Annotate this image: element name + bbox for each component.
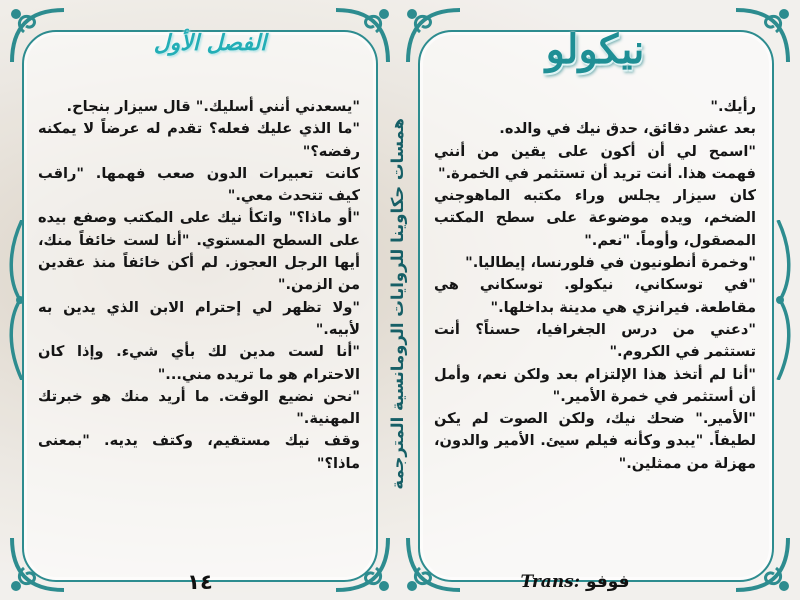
scroll-ornament-icon [4,528,74,598]
scroll-ornament-icon [726,2,796,72]
paragraph: "أنا لست مدين لك بأي شيء. وإذا كان الاحترام هو ما تريده مني..." [38,343,360,383]
book-title: نيكولو [545,26,645,73]
paragraph: "نحن نضيع الوقت. ما أريد منك هو خبرتك المهنية." [38,387,360,428]
chapter-title: الفصل الأول [153,30,267,56]
right-page-text [434,96,756,475]
scroll-ornament-icon [770,220,796,380]
paragraph: كانت تعبيرات الدون صعب فهمها. "راقب كيف تتحدث معي." [38,164,360,205]
scroll-ornament-icon [400,2,470,72]
scroll-ornament-icon [4,2,74,72]
spine-band [384,30,410,578]
paragraph: كان سيزار يجلس وراء مكتبه الماهوجني الضخم، ويده موضوعة على سطح المكتب المصقول، وأوماً. "نعم." [434,187,756,249]
translator-credit [500,572,650,592]
scroll-ornament-icon [726,528,796,598]
paragraph: "يسعدني أنني أسليك." قال سيزار بنجاح. [66,98,360,115]
paragraph: "أو ماذا؟" واتكأ نيك على المكتب وصفع بيده على السطح المستوي. "أنا لست خائفاً منك، أيها الرجل العجوز. لم أكن خائفاً منذ عقدين من الزمن." [38,209,360,294]
paragraph: "أنا لم أتخذ هذا الإلتزام بعد ولكن نعم، وأمل أن أستثمر في خمرة الأمير." [434,365,756,405]
paragraph: "وخمرة أنطونيون في فلورنسا، إيطاليا." [465,254,756,272]
paragraph: "ما الذي عليك فعله؟ تقدم له عرضاً لا يمكنه رفضه؟" [38,120,360,160]
translator-label: Trans: [520,572,581,592]
spine-text: همسات حكاوينا للروايات الرومانسية المترجمة [387,118,407,490]
translator-name: فوفو [585,572,630,592]
page-number: ١٤ [187,570,213,594]
paragraph: "في توسكاني، نيكولو. توسكاني هي مقاطعة. فيرانزي هي مدينة بداخلها." [434,276,756,316]
paragraph: رأيك." [710,98,756,115]
scroll-ornament-icon [4,220,30,380]
paragraph: "ولا تظهر لي إحترام الابن الذي يدين به لأبيه." [38,298,360,338]
left-page-text [38,96,360,475]
scroll-ornament-icon [400,528,470,598]
paragraph: وقف نيك مستقيم، وكتف يديه. "بمعنى ماذا؟" [38,432,360,472]
paragraph: "دعني من درس الجغرافيا، حسناً؟ أنت تستثمر في الكروم." [434,320,756,361]
paragraph: "الأمير." ضحك نيك، ولكن الصوت لم يكن لطيفاً. "يبدو وكأنه فيلم سيئ. الأمير والدون، مهزلة من ممثلين." [434,410,756,472]
paragraph: "اسمح لي أن أكون على يقين من أنني فهمت هذا. أنت تريد أن تستثمر في الخمرة." [434,142,756,182]
paragraph: بعد عشر دقائق، حدق نيك في والده. [499,120,756,138]
